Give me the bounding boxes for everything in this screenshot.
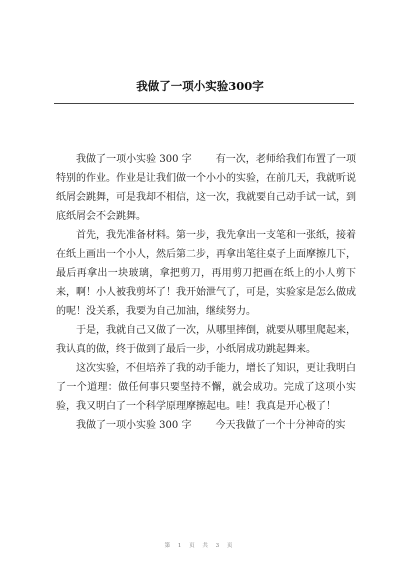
paragraph-text: 有一次，老师给我们布置了一项特别的作业。作业是让我们做一个小小的实验，在前几天，我就听说纸屑会跳舞，可是我却不相信，这一次，我就要自己动手试一试，到底纸屑会不会跳舞。 — [56, 154, 356, 222]
paragraph-1 — [56, 150, 356, 226]
paragraph-lead: 我做了一项小实验 300 字 — [76, 420, 192, 431]
paragraph-5 — [56, 416, 356, 435]
paragraph-text: 今天我做了一个十分神奇的实 — [215, 420, 346, 431]
paragraph-text: 这次实验，不但培养了我的动手能力，增长了知识，更让我明白了一个道理：做任何事只要坚持不懈，就会成功。完成了这项小实验，我又明白了一个科学原理摩擦起电。哇！我真是开心极了！ — [56, 363, 356, 412]
paragraph-text: 于是，我就自己又做了一次，从哪里摔倒，就要从哪里爬起来，我认真的做，终于做到了最后一步，小纸屑成功跳起舞来。 — [56, 325, 356, 355]
page-footer: 第 1 页 共 3 页 — [164, 543, 236, 549]
paragraph-text: 首先，我先准备材料。第一步，我先拿出一支笔和一张纸，接着在纸上画出一个小人，然后第二步，再拿出笔往桌子上面摩擦几下，最后再拿出一块玻璃，拿把剪刀，再用剪刀把画在纸上的小人剪下来，啊！小人被我剪坏了！我开始泄气了，可是，实验家是怎么做成的呢！没关系，我要为自己加油，继续努力。 — [56, 230, 356, 317]
paragraph-4 — [56, 359, 356, 416]
document-body — [56, 150, 356, 435]
document-title: 我做了一项小实验300字 — [136, 79, 264, 93]
paragraph-lead: 我做了一项小实验 300 字 — [76, 154, 192, 165]
paragraph-2 — [56, 226, 356, 321]
title-divider — [54, 103, 354, 104]
paragraph-3 — [56, 321, 356, 359]
